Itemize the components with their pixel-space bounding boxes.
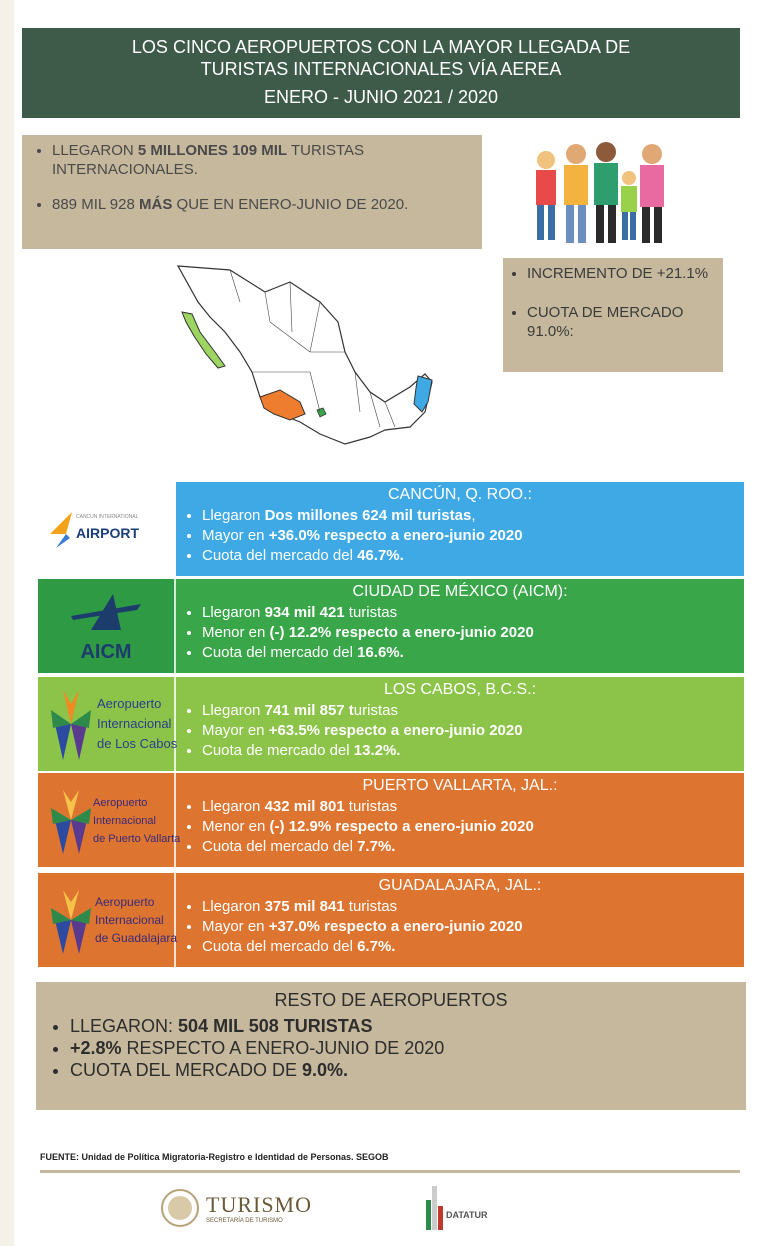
summary-box: [22, 135, 482, 249]
bold-text: 6.7%.: [357, 938, 396, 955]
bold-text: +63.5% respecto a enero-junio 2020: [268, 722, 523, 739]
page-header: [22, 28, 740, 118]
airport-change: [202, 917, 734, 937]
text: Cuota de mercado del: [202, 742, 354, 759]
cancun-logo-main: AIRPORT: [76, 525, 139, 541]
puertovallarta-airport-logo: [41, 776, 181, 864]
rest-share: [70, 1059, 746, 1081]
aicm-logo-text: AICM: [80, 641, 132, 663]
airport-change: [202, 817, 734, 837]
airport-share: [202, 643, 734, 663]
header-line-2: TURISTAS INTERNACIONALES VÍA AEREA: [200, 59, 562, 79]
text: CUOTA DEL MERCADO DE: [70, 1060, 303, 1080]
background-strip: [0, 0, 14, 1246]
rest-change: [70, 1037, 746, 1059]
text: Llegaron: [202, 898, 265, 915]
text: Mayor en: [202, 722, 269, 739]
airport-row-guadalajara: [38, 873, 744, 967]
bold-text: 741 mil 857 t: [264, 702, 354, 719]
airport-info: [176, 677, 744, 771]
airport-row-loscabos: [38, 677, 744, 771]
bold-text: 46.7%.: [357, 547, 404, 564]
bold-text: +37.0% respecto a enero-junio 2020: [268, 918, 523, 935]
turismo-subtext: SECRETARÍA DE TURISMO: [206, 1218, 283, 1224]
summary-item-difference: [52, 195, 472, 214]
loscabos-airport-logo: [41, 680, 178, 768]
divider: [40, 1170, 740, 1173]
summary-bold: 5 MILLONES 109 MIL: [137, 142, 288, 159]
airport-info: [176, 482, 744, 576]
text: ,: [471, 507, 476, 524]
airport-share: [202, 741, 734, 761]
airport-title: CIUDAD DE MÉXICO (AICM):: [352, 583, 568, 600]
tourists-illustration: [524, 130, 674, 250]
airport-info: [176, 579, 744, 673]
airport-arrivals: [202, 797, 734, 817]
airport-arrivals: [202, 701, 734, 721]
airport-share: [202, 546, 734, 566]
rest-arrivals: [70, 1015, 746, 1037]
airport-info: [176, 773, 744, 867]
logo-text: Aeropuerto: [93, 797, 148, 809]
airport-arrivals: [202, 897, 734, 917]
text: Llegaron: [202, 798, 265, 815]
datatur-bars-icon: [426, 1186, 444, 1230]
bold-text: 504 MIL 508 TURISTAS: [178, 1016, 373, 1036]
stats-increment: • INCREMENTO DE +21.1%: [527, 264, 713, 283]
cancun-logo-small: CANCUN INTERNATIONAL: [76, 514, 139, 520]
aicm-logo: [51, 586, 161, 666]
bold-text: +36.0% respecto a enero-junio 2020: [268, 527, 523, 544]
logo-aicm: [38, 579, 176, 673]
logo-text: Internacional: [97, 716, 172, 731]
guadalajara-airport-logo: [41, 876, 178, 964]
rest-airports-box: [36, 982, 746, 1110]
text: turistas: [344, 604, 398, 621]
text: Cuota del mercado del: [202, 838, 358, 855]
header-line-1: LOS CINCO AEROPUERTOS CON LA MAYOR LLEGADA DE: [131, 37, 631, 57]
logo-text: Internacional: [93, 815, 156, 827]
header-line-3: ENERO - JUNIO 2021 / 2020: [263, 87, 499, 107]
airport-title: GUADALAJARA, JAL.:: [378, 877, 542, 894]
text: Cuota del mercado del: [202, 938, 358, 955]
airport-share: [202, 837, 734, 857]
airport-title: CANCÚN, Q. ROO.:: [387, 486, 532, 503]
logo-text: Aeropuerto: [95, 895, 155, 909]
airport-row-cancun: [38, 482, 744, 576]
logo-puertovallarta: [38, 773, 181, 867]
airport-arrivals: [202, 506, 734, 526]
bold-text: Dos millones 624 mil turistas: [264, 507, 472, 524]
source-note: FUENTE: Unidad de Política Migratoria-Registro e Identidad de Personas. SEGOB: [40, 1152, 389, 1162]
bold-text: 16.6%.: [357, 644, 404, 661]
cancun-airport-logo: [46, 504, 166, 554]
text: turistas: [344, 798, 398, 815]
summary-text: LLEGARON: [52, 142, 138, 159]
text: Menor en: [202, 818, 270, 835]
turismo-text: TURISMO: [206, 1192, 313, 1217]
bold-text: +2.8%: [70, 1038, 122, 1058]
airport-row-cdmx: [38, 579, 744, 673]
text: uristas: [353, 702, 398, 719]
airport-title: PUERTO VALLARTA, JAL.:: [362, 777, 558, 794]
airport-change: [202, 526, 734, 546]
rest-title: RESTO DE AEROPUERTOS: [274, 990, 508, 1010]
summary-text: TURISTAS INTERNACIONALES.: [52, 142, 365, 178]
turismo-logo: [160, 1188, 312, 1228]
summary-text: QUE EN ENERO-JUNIO DE 2020.: [172, 196, 409, 213]
text: Llegaron: [202, 604, 265, 621]
logo-cancun: [38, 482, 176, 576]
text: Mayor en: [202, 918, 269, 935]
logo-text: de Puerto Vallarta: [93, 833, 181, 845]
bold-text: 375 mil 841: [264, 898, 345, 915]
airport-arrivals: [202, 603, 734, 623]
bold-text: 432 mil 801: [264, 798, 345, 815]
text: turistas: [344, 898, 398, 915]
airport-row-puertovallarta: [38, 773, 744, 867]
bold-text: 9.0%.: [302, 1060, 349, 1080]
datatur-text: DATATUR: [446, 1210, 488, 1220]
bold-text: (-) 12.9% respecto a enero-junio 2020: [269, 818, 534, 835]
text: Mayor en: [202, 527, 269, 544]
stats-market-share: • CUOTA DE MERCADO 91.0%:: [527, 303, 713, 341]
airport-change: [202, 623, 734, 643]
logo-text: Internacional: [95, 913, 164, 927]
airport-title: LOS CABOS, B.C.S.:: [383, 681, 537, 698]
airport-info: [176, 873, 744, 967]
logo-text: de Guadalajara: [95, 931, 178, 945]
text: Cuota del mercado del: [202, 547, 358, 564]
mexico-map: [170, 262, 440, 452]
logo-text: de Los Cabos: [97, 736, 178, 751]
text: Menor en: [202, 624, 270, 641]
summary-item-arrivals: [52, 141, 472, 179]
bold-text: 13.2%.: [353, 742, 401, 759]
logo-guadalajara: [38, 873, 176, 967]
mexico-seal-icon: [160, 1188, 200, 1228]
bold-text: (-) 12.2% respecto a enero-junio 2020: [269, 624, 534, 641]
logo-loscabos: [38, 677, 176, 771]
text: RESPECTO A ENERO-JUNIO DE 2020: [121, 1038, 445, 1058]
datatur-logo: [426, 1186, 488, 1230]
text: LLEGARON:: [70, 1016, 179, 1036]
bold-text: 934 mil 421: [264, 604, 345, 621]
text: Cuota del mercado del: [202, 644, 358, 661]
stats-box: [503, 258, 723, 372]
airport-share: [202, 937, 734, 957]
logo-text: Aeropuerto: [97, 696, 162, 711]
summary-bold: MÁS: [139, 196, 173, 213]
summary-text: 889 MIL 928: [52, 196, 140, 213]
bold-text: 7.7%.: [357, 838, 396, 855]
text: Llegaron: [202, 702, 265, 719]
airport-change: [202, 721, 734, 741]
text: Llegaron: [202, 507, 265, 524]
